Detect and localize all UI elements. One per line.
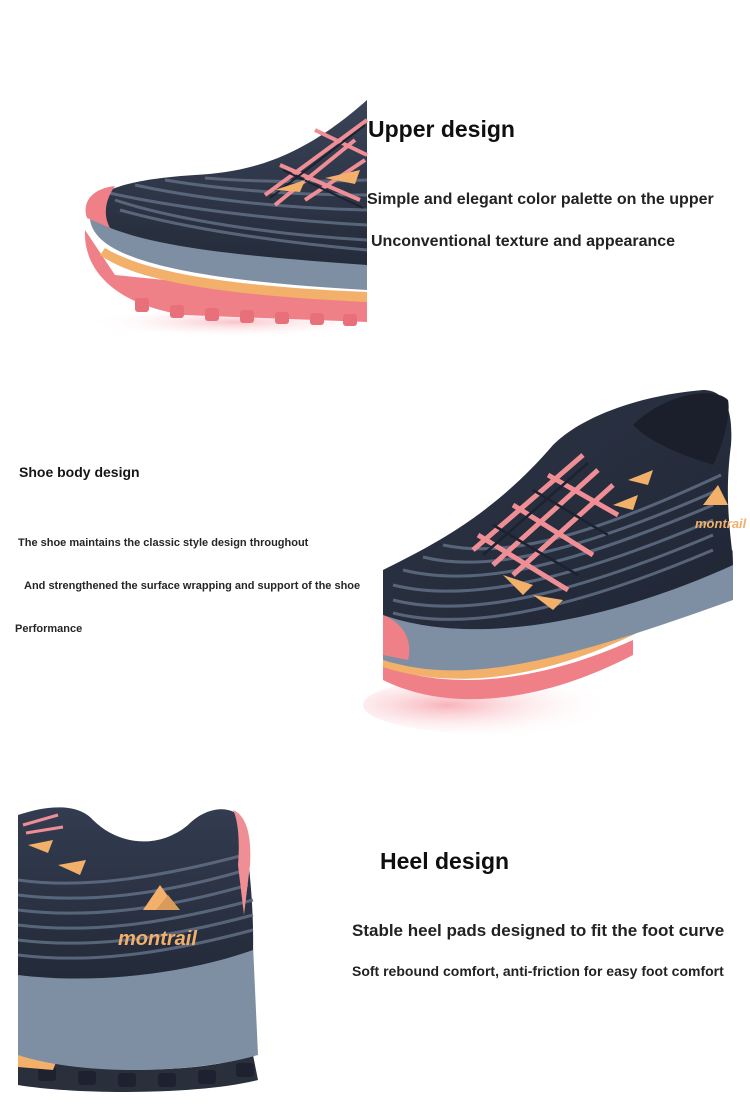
shoe-toe-photo xyxy=(75,100,367,340)
upper-design-line-2: Unconventional texture and appearance xyxy=(371,233,676,250)
shoe-body-line-1: The shoe maintains the classic style design throughout xyxy=(18,537,309,549)
shoe-body-design-section xyxy=(0,370,750,770)
heel-design-title: Heel design xyxy=(380,848,510,874)
upper-design-section xyxy=(0,0,750,370)
shoe-body-design-title: Shoe body design xyxy=(19,464,140,480)
upper-design-line-1: Simple and elegant color palette on the upper xyxy=(367,191,714,208)
montrail-logo-heel: montrail xyxy=(118,928,197,950)
shoe-body-line-3: Performance xyxy=(15,623,83,635)
shoe-side-photo xyxy=(383,385,747,730)
heel-design-line-1: Stable heel pads designed to fit the foot curve xyxy=(352,921,725,940)
heel-design-section xyxy=(0,770,750,1115)
shoe-heel-photo xyxy=(18,805,263,1095)
heel-design-line-2: Soft rebound comfort, anti-friction for easy foot comfort xyxy=(352,963,724,979)
upper-design-title: Upper design xyxy=(368,116,515,142)
shoe-body-line-2: And strengthened the surface wrapping and support of the shoe xyxy=(24,580,361,592)
montrail-logo-side: montrail xyxy=(695,516,747,531)
